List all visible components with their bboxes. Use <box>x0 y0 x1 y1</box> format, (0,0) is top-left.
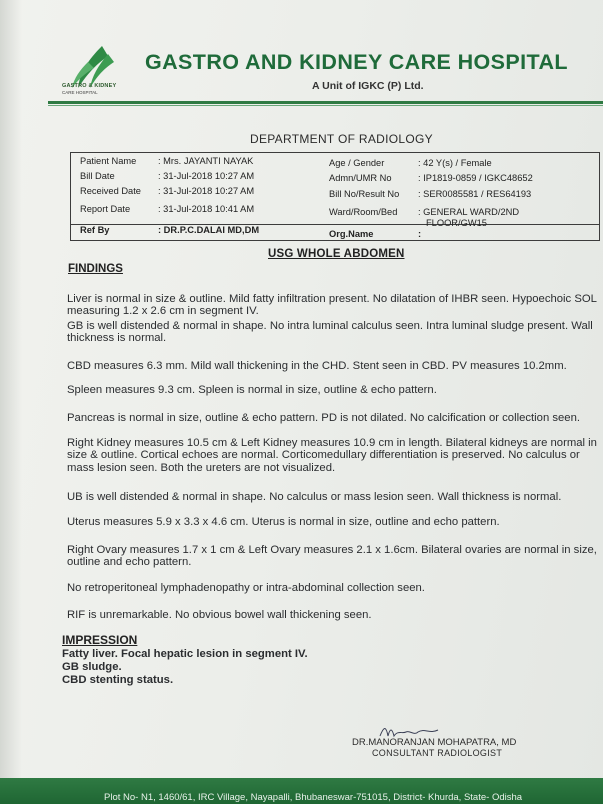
finding-ovaries: Right Ovary measures 1.7 x 1 cm & Left Ovary measures 2.1 x 1.6cm. Bilateral ovaries are normal in size, outline and echo pattern. <box>67 544 597 569</box>
impression-heading: IMPRESSION <box>62 633 138 647</box>
patient-name-value: : Mrs. JAYANTI NAYAK <box>158 156 254 166</box>
bill-result-label: Bill No/Result No <box>329 189 400 199</box>
study-title: USG WHOLE ABDOMEN <box>268 248 405 260</box>
admn-umr-value: : IP1819-0859 / IGKC48652 <box>418 173 533 183</box>
bill-date-label: Bill Date <box>80 171 115 181</box>
received-date-label: Received Date <box>80 186 141 196</box>
ward-value: : GENERAL WARD/2ND <box>418 207 520 217</box>
ward-value-line2: FLOOR/GW15 <box>426 218 487 228</box>
bill-result-value: : SER0085581 / RES64193 <box>418 189 532 199</box>
finding-rif: RIF is unremarkable. No obvious bowel wall thickening seen. <box>67 609 372 621</box>
age-gender-value: : 42 Y(s) / Female <box>418 158 492 168</box>
ref-by-value: : DR.P.C.DALAI MD,DM <box>158 225 260 235</box>
impression-list <box>62 648 308 688</box>
doctor-name: DR.MANORANJAN MOHAPATRA, MD <box>352 737 517 748</box>
page-shadow <box>0 0 22 804</box>
logo-text-line2: CARE HOSPITAL <box>62 90 98 95</box>
org-name-label: Org.Name <box>329 229 374 239</box>
header-divider <box>48 101 603 104</box>
ref-by-label: Ref By <box>80 225 110 235</box>
ward-label: Ward/Room/Bed <box>329 207 398 217</box>
logo-text-line1: GASTRO & KIDNEY <box>62 83 117 89</box>
org-name-value: : <box>418 229 422 239</box>
impression-item: CBD stenting status. <box>62 674 174 687</box>
admn-umr-label: Admn/UMR No <box>329 173 392 183</box>
footer-address: Plot No- N1, 1460/61, IRC Village, Nayapalli, Bhubaneswar-751015, District- Khurda, State- Odisha <box>104 792 523 803</box>
impression-item: Fatty liver. Focal hepatic lesion in segment IV. <box>62 648 308 660</box>
finding-spleen: Spleen measures 9.3 cm. Spleen is normal in size, outline & echo pattern. <box>67 384 437 396</box>
finding-kidneys: Right Kidney measures 10.5 cm & Left Kidney measures 10.9 cm in length. Bilateral kidneys are normal in size & outline. Cortical echoes are normal. Corticomedullary differentiation is preserved. No calculus or mass lesion seen. Both the ureters are not visualized. <box>67 437 597 474</box>
report-date-label: Report Date <box>80 204 131 214</box>
finding-nodes: No retroperitoneal lymphadenopathy or intra-abdominal collection seen. <box>67 582 425 594</box>
finding-ub: UB is well distended & normal in shape. No calculus or mass lesion seen. Wall thickness is normal. <box>67 491 562 503</box>
finding-cbd: CBD measures 6.3 mm. Mild wall thickening in the CHD. Stent seen in CBD. PV measures 10.2mm. <box>67 360 567 372</box>
findings-heading: FINDINGS <box>68 263 123 275</box>
department-title: DEPARTMENT OF RADIOLOGY <box>250 132 433 146</box>
bill-date-value: : 31-Jul-2018 10:27 AM <box>158 171 255 181</box>
hospital-name: GASTRO AND KIDNEY CARE HOSPITAL <box>145 50 568 74</box>
finding-liver: Liver is normal in size & outline. Mild fatty infiltration present. No dilatation of IHBR seen. Hypoechoic SOL measuring 1.2 x 2.6 cm in segment IV. <box>67 293 597 318</box>
impression-item: GB sludge. <box>62 661 122 674</box>
doctor-title: CONSULTANT RADIOLOGIST <box>372 748 503 758</box>
patient-name-label: Patient Name <box>80 156 137 166</box>
finding-uterus: Uterus measures 5.9 x 3.3 x 4.6 cm. Uterus is normal in size, outline and echo pattern. <box>67 516 500 528</box>
hospital-unit: A Unit of IGKC (P) Ltd. <box>312 80 424 92</box>
finding-pancreas: Pancreas is normal in size, outline & echo pattern. PD is not dilated. No calcification or collection seen. <box>67 412 581 424</box>
header-divider-thin <box>48 105 603 106</box>
report-date-value: : 31-Jul-2018 10:41 AM <box>158 204 255 214</box>
finding-gb: GB is well distended & normal in shape. No intra luminal calculus seen. Intra luminal sludge present. Wall thickness is normal. <box>67 320 593 345</box>
info-box-divider <box>71 224 599 225</box>
age-gender-label: Age / Gender <box>329 158 385 168</box>
received-date-value: : 31-Jul-2018 10:27 AM <box>158 186 255 196</box>
